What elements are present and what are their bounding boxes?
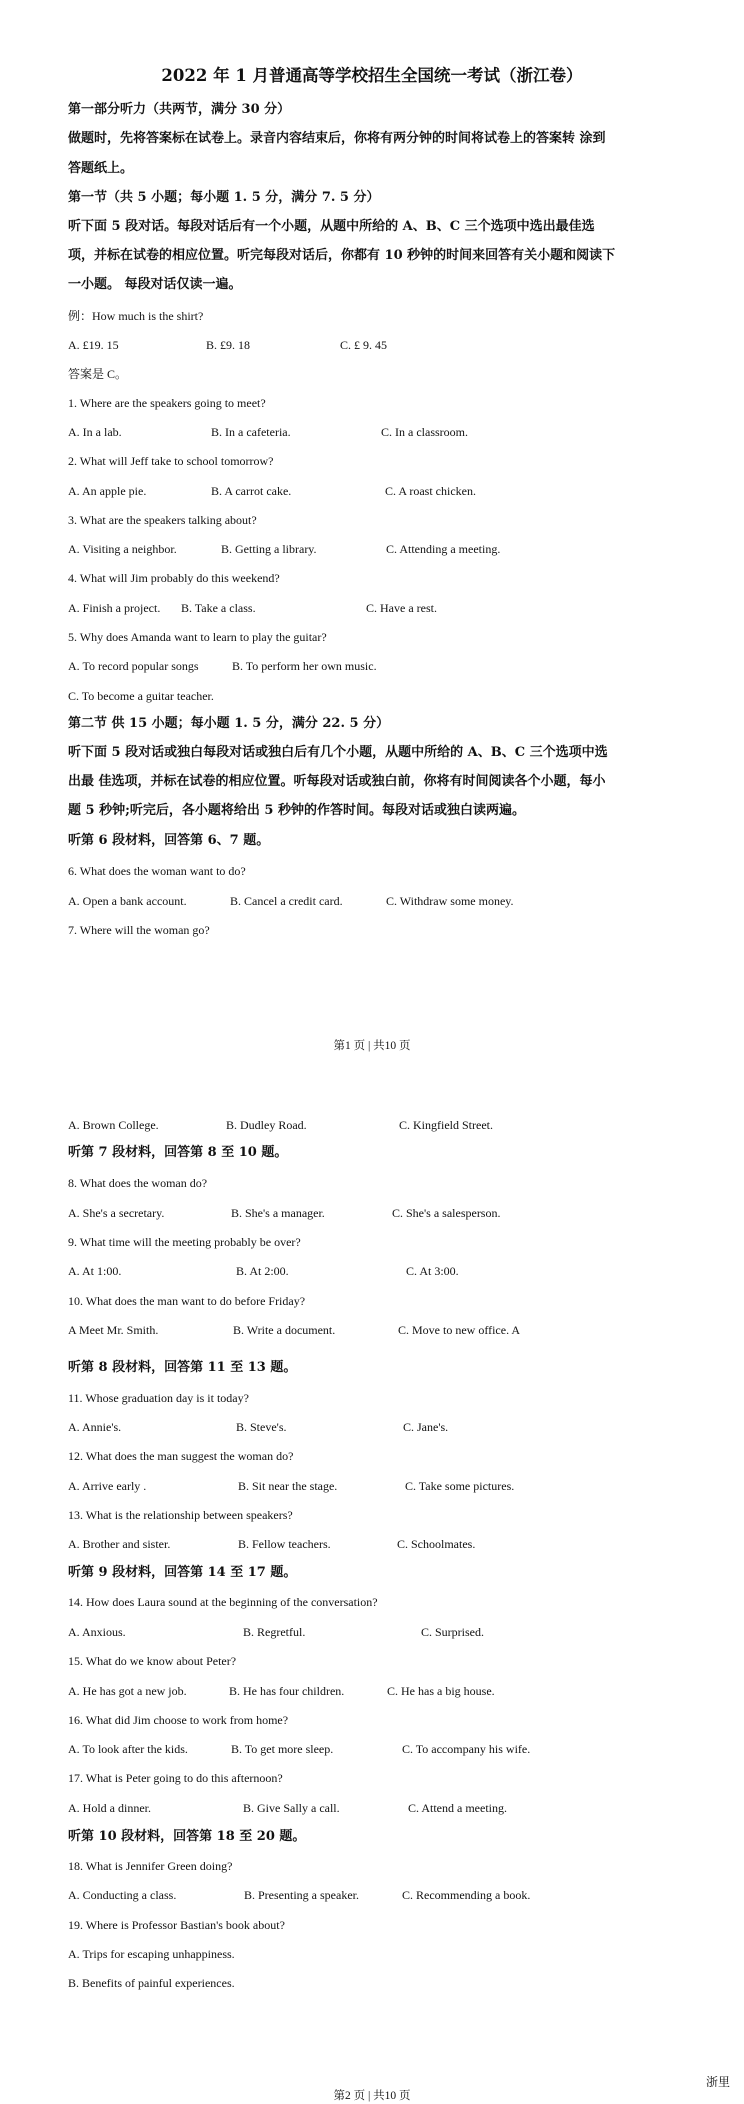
question-12: 12. What does the man suggest the woman do?: [68, 1449, 294, 1463]
question-9: 9. What time will the meeting probably be over?: [68, 1235, 301, 1249]
q18-option-b: B. Presenting a speaker.: [244, 1888, 359, 1902]
q7-option-c: C. Kingfield Street.: [399, 1118, 493, 1132]
q15-option-a: A. He has got a new job.: [68, 1684, 187, 1698]
q14-option-a: A. Anxious.: [68, 1625, 126, 1639]
q6-option-b: B. Cancel a credit card.: [230, 894, 343, 908]
q3-option-a: A. Visiting a neighbor.: [68, 542, 177, 556]
q4-option-c: C. Have a rest.: [366, 601, 437, 615]
example-option-b: B. £9. 18: [206, 338, 251, 352]
q10-option-a: A Meet Mr. Smith.: [68, 1323, 159, 1337]
q13-option-c: C. Schoolmates.: [397, 1537, 476, 1551]
q5-option-b: B. To perform her own music.: [232, 659, 377, 673]
q7-option-b: B. Dudley Road.: [226, 1118, 307, 1132]
question-19: 19. Where is Professor Bastian's book about?: [68, 1918, 285, 1932]
section1-instruction-line3: 一小题。 每段对话仅读一遍。: [68, 277, 242, 292]
question-18: 18. What is Jennifer Green doing?: [68, 1859, 233, 1873]
q6-option-a: A. Open a bank account.: [68, 894, 187, 908]
page-title: 2022 年 1 月普通高等学校招生全国统一考试（浙江卷）: [161, 66, 583, 85]
page-footer-2: 第2 页 | 共10 页: [333, 2090, 411, 2102]
q10-option-b: B. Write a document.: [233, 1323, 336, 1337]
question-11: 11. Whose graduation day is it today?: [68, 1391, 249, 1405]
q12-option-a: A. Arrive early .: [68, 1479, 147, 1493]
q2-option-a: A. An apple pie.: [68, 484, 147, 498]
q14-option-c: C. Surprised.: [421, 1625, 484, 1639]
question-7: 7. Where will the woman go?: [68, 923, 210, 937]
section2-instruction-line1: 听下面 5 段对话或独白每段对话或独白后有几个小题，从题中所给的 A、B、C 三个选项中选: [68, 745, 608, 760]
section2-instruction-line2: 出最 佳选项，并标在试卷的相应位置。听每段对话或独白前，你将有时间阅读各个小题，每小: [68, 774, 606, 789]
q5-option-a: A. To record popular songs: [68, 659, 199, 673]
q11-option-b: B. Steve's.: [236, 1420, 287, 1434]
q17-option-b: B. Give Sally a call.: [243, 1801, 340, 1815]
q5-option-c: C. To become a guitar teacher.: [68, 689, 214, 703]
q9-option-a: A. At 1:00.: [68, 1264, 122, 1278]
part1-heading: 第一部分听力（共两节，满分 30 分）: [68, 102, 291, 117]
material-8-heading: 听第 8 段材料，回答第 11 至 13 题。: [68, 1360, 297, 1375]
q19-option-b: B. Benefits of painful experiences.: [68, 1976, 235, 1990]
section2-instruction-line3: 题 5 秒钟;听完后，各小题将给出 5 秒钟的作答时间。每段对话或独白读两遍。: [68, 803, 525, 818]
q7-option-a: A. Brown College.: [68, 1118, 159, 1132]
material-6-heading: 听第 6 段材料，回答第 6、7 题。: [68, 833, 270, 848]
part1-instruction-line2: 答题纸上。: [68, 161, 134, 176]
q1-option-b: B. In a cafeteria.: [211, 425, 291, 439]
question-10: 10. What does the man want to do before Friday?: [68, 1294, 306, 1308]
question-1: 1. Where are the speakers going to meet?: [68, 396, 266, 410]
q16-option-c: C. To accompany his wife.: [402, 1742, 531, 1756]
q4-option-a: A. Finish a project.: [68, 601, 161, 615]
q17-option-a: A. Hold a dinner.: [68, 1801, 151, 1815]
question-8: 8. What does the woman do?: [68, 1176, 208, 1190]
q3-option-b: B. Getting a library.: [221, 542, 317, 556]
q12-option-b: B. Sit near the stage.: [238, 1479, 338, 1493]
q18-option-c: C. Recommending a book.: [402, 1888, 531, 1902]
example-answer: 答案是 C。: [68, 367, 128, 381]
question-2: 2. What will Jeff take to school tomorrow?: [68, 454, 274, 468]
q13-option-a: A. Brother and sister.: [68, 1537, 171, 1551]
q15-option-c: C. He has a big house.: [387, 1684, 495, 1698]
material-9-heading: 听第 9 段材料，回答第 14 至 17 题。: [68, 1565, 297, 1580]
question-5: 5. Why does Amanda want to learn to play the guitar?: [68, 630, 327, 644]
example-question: 例：How much is the shirt?: [68, 309, 204, 323]
q8-option-b: B. She's a manager.: [231, 1206, 325, 1220]
q11-option-c: C. Jane's.: [403, 1420, 449, 1434]
q9-option-c: C. At 3:00.: [406, 1264, 459, 1278]
q10-option-c: C. Move to new office. A: [398, 1323, 521, 1337]
material-10-heading: 听第 10 段材料，回答第 18 至 20 题。: [68, 1829, 306, 1844]
q1-option-a: A. In a lab.: [68, 425, 122, 439]
watermark-text: 浙里: [706, 2075, 731, 2089]
q19-option-a: A. Trips for escaping unhappiness.: [68, 1947, 235, 1961]
question-14: 14. How does Laura sound at the beginning of the conversation?: [68, 1595, 378, 1609]
question-6: 6. What does the woman want to do?: [68, 864, 246, 878]
q17-option-c: C. Attend a meeting.: [408, 1801, 507, 1815]
question-16: 16. What did Jim choose to work from home?: [68, 1713, 289, 1727]
q13-option-b: B. Fellow teachers.: [238, 1537, 331, 1551]
section1-instruction-line1: 听下面 5 段对话。每段对话后有一个小题，从题中所给的 A、B、C 三个选项中选出最佳选: [68, 219, 595, 234]
q11-option-a: A. Annie's.: [68, 1420, 122, 1434]
q2-option-b: B. A carrot cake.: [211, 484, 292, 498]
section1-instruction-line2: 项，并标在试卷的相应位置。听完每段对话后，你都有 10 秒钟的时间来回答有关小题和阅读下: [68, 248, 616, 263]
q12-option-c: C. Take some pictures.: [405, 1479, 515, 1493]
question-3: 3. What are the speakers talking about?: [68, 513, 257, 527]
section2-heading: 第二节 供 15 小题；每小题 1. 5 分，满分 22. 5 分）: [68, 716, 390, 731]
q18-option-a: A. Conducting a class.: [68, 1888, 177, 1902]
q16-option-a: A. To look after the kids.: [68, 1742, 188, 1756]
q15-option-b: B. He has four children.: [229, 1684, 345, 1698]
part1-instruction-line1: 做题时，先将答案标在试卷上。录音内容结束后，你将有两分钟的时间将试卷上的答案转 涂到: [68, 131, 606, 146]
q9-option-b: B. At 2:00.: [236, 1264, 289, 1278]
material-7-heading: 听第 7 段材料，回答第 8 至 10 题。: [68, 1145, 288, 1160]
q16-option-b: B. To get more sleep.: [231, 1742, 334, 1756]
q14-option-b: B. Regretful.: [243, 1625, 306, 1639]
section1-heading: 第一节（共 5 小题；每小题 1. 5 分，满分 7. 5 分）: [68, 190, 380, 205]
q3-option-c: C. Attending a meeting.: [386, 542, 501, 556]
q1-option-c: C. In a classroom.: [381, 425, 468, 439]
q6-option-c: C. Withdraw some money.: [386, 894, 514, 908]
question-13: 13. What is the relationship between speakers?: [68, 1508, 293, 1522]
q4-option-b: B. Take a class.: [181, 601, 256, 615]
page-footer-1: 第1 页 | 共10 页: [333, 1040, 411, 1052]
question-4: 4. What will Jim probably do this weekend?: [68, 571, 280, 585]
question-15: 15. What do we know about Peter?: [68, 1654, 237, 1668]
example-option-a: A. £19. 15: [68, 338, 119, 352]
question-17: 17. What is Peter going to do this afternoon?: [68, 1771, 283, 1785]
q8-option-c: C. She's a salesperson.: [392, 1206, 501, 1220]
example-option-c: C. £ 9. 45: [340, 338, 388, 352]
q2-option-c: C. A roast chicken.: [385, 484, 476, 498]
q8-option-a: A. She's a secretary.: [68, 1206, 165, 1220]
